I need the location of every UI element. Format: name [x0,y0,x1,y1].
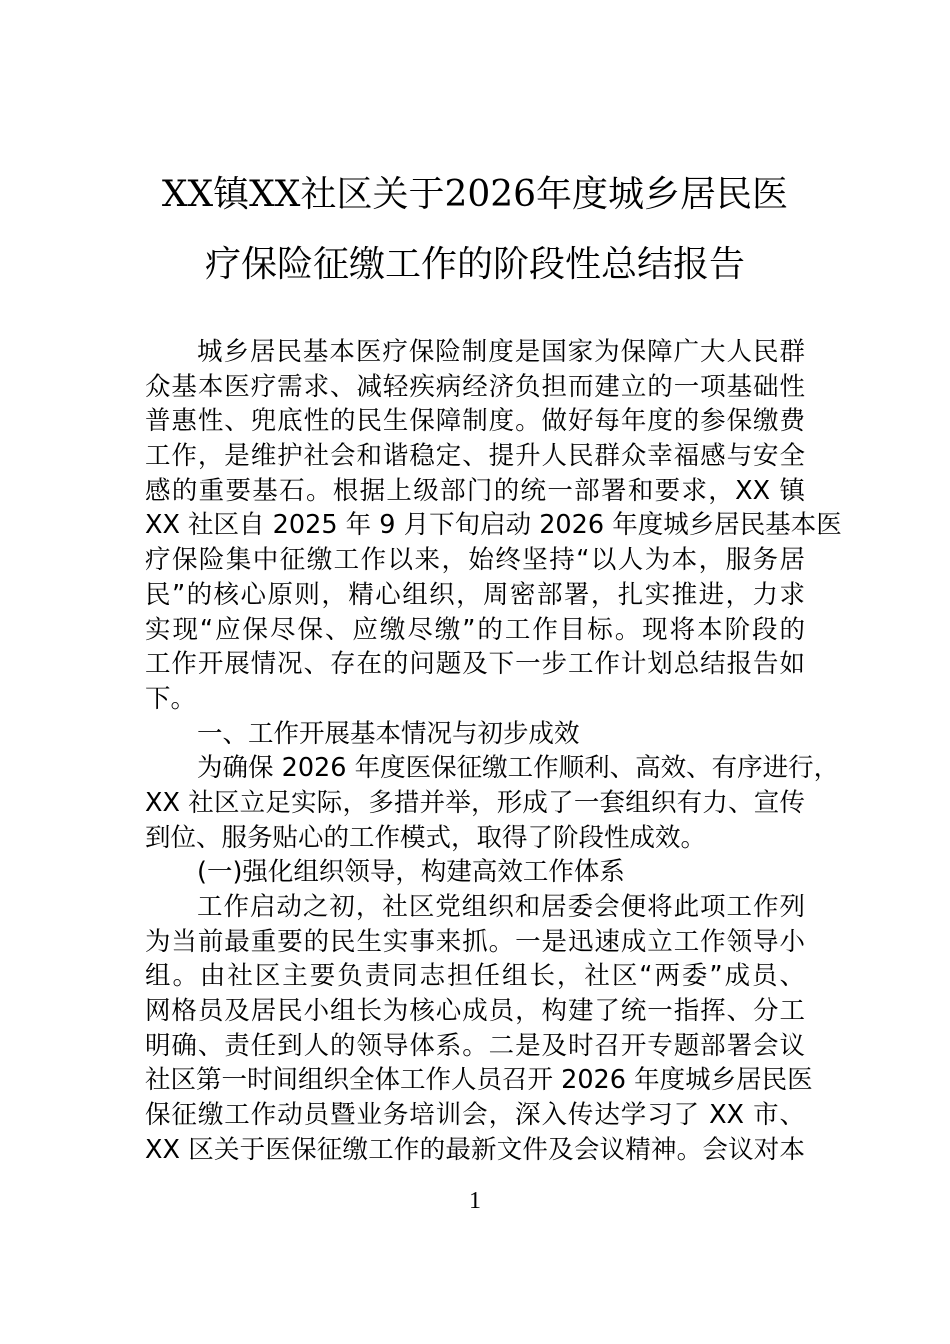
text-line: 下。 [145,683,197,714]
text-line: 一、工作开展基本情况与初步成效 [197,718,580,749]
text-line: 工作，是维护社会和谐稳定、提升人民群众幸福感与安全 [145,441,805,472]
text-line: 为确保 2026 年度医保征缴工作顺利、高效、有序进行， [197,753,840,784]
text-line: XX 社区立足实际，多措并举，形成了一套组织有力、宣传 [145,787,805,818]
text-line: 众基本医疗需求、减轻疾病经济负担而建立的一项基础性 [145,371,805,402]
text-line: 组。由社区主要负责同志担任组长，社区“两委”成员、 [145,961,805,992]
text-line: 实现“应保尽保、应缴尽缴”的工作目标。现将本阶段的 [145,614,805,645]
text-line: XX 社区自 2025 年 9 月下旬启动 2026 年度城乡居民基本医 [145,510,842,541]
text-line: 城乡居民基本医疗保险制度是国家为保障广大人民群 [197,337,805,367]
document-body [145,335,842,1168]
text-line: XX 区关于医保征缴工作的最新文件及会议精神。会议对本 [145,1134,805,1165]
text-line: 明确、责任到人的领导体系。二是及时召开专题部署会议 [145,1030,805,1061]
text-line: 民”的核心原则，精心组织，周密部署，扎实推进，力求 [145,579,805,610]
text-line: 感的重要基石。根据上级部门的统一部署和要求，XX 镇 [145,475,805,506]
text-line: 工作启动之初，社区党组织和居委会便将此项工作列 [197,892,805,922]
text-line: 工作开展情况、存在的问题及下一步工作计划总结报告如 [145,649,805,680]
page-number: 1 [469,1188,481,1214]
text-line: 保征缴工作动员暨业务培训会，深入传达学习了 XX 市、 [145,1100,805,1131]
text-line: 疗保险集中征缴工作以来，始终坚持“以人为本，服务居 [145,545,805,576]
text-line: 为当前最重要的民生实事来抓。一是迅速成立工作领导小 [145,926,805,957]
document-title-line-2: 疗保险征缴工作的阶段性总结报告 [204,244,745,285]
text-line: (一)强化组织领导，构建高效工作体系 [197,857,625,888]
text-line: 到位、服务贴心的工作模式，取得了阶段性成效。 [145,822,707,853]
text-line: 社区第一时间组织全体工作人员召开 2026 年度城乡居民医 [145,1065,813,1096]
text-line: 普惠性、兜底性的民生保障制度。做好每年度的参保缴费 [145,406,805,437]
document-title-line-1: XX镇XX社区关于2026年度城乡居民医 [161,174,789,215]
text-line: 网格员及居民小组长为核心成员，构建了统一指挥、分工 [145,996,805,1027]
